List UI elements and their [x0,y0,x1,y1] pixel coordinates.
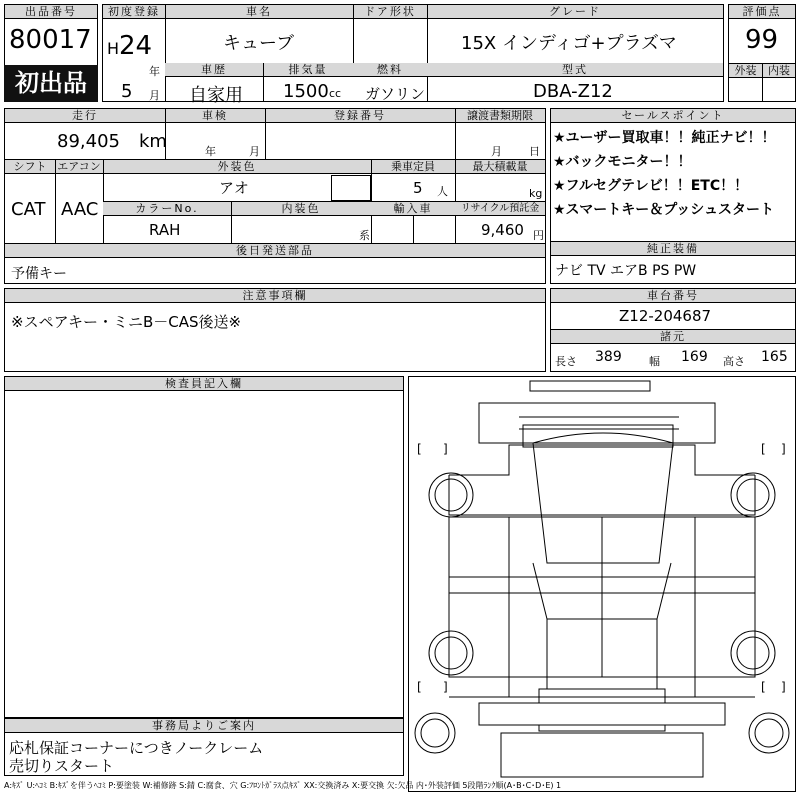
transfer-month: 月 [491,145,502,158]
recycle-label: リサイクル預託金 [455,202,545,216]
disp-label: 排気量 [263,63,353,77]
hgt-value: 165 [761,349,788,365]
later-value: 予備キー [11,266,67,282]
recycle-value: 9,460 [481,221,524,239]
car-name: キューブ [223,33,295,54]
first-listing-badge: 初出品 [4,65,98,102]
load-unit: kg [529,187,543,200]
era: H [107,39,120,58]
svg-text:[: [ [417,680,422,694]
len-label: 長さ [555,355,577,368]
score-label: 評価点 [729,5,795,19]
colorno-label: カラーNo. [103,202,231,216]
office-line-2: 売切りスタート [9,757,115,775]
shift-value: CAT [11,199,46,220]
reg-label: 初度登録 [103,5,165,19]
legend-text: A:ｷｽﾞ U:ﾍｺﾐ B:ｷｽﾞを伴うﾍｺﾐ P:要塗装 W:補修跡 S:錆 C:腐食、穴 G:ﾌﾛﾝﾄｶﾞﾗｽ点ｷｽﾞ XX:交換済み X:要交換 欠:欠品 内･外装評価 5段階ﾗﾝｸ順(A･B･C･D･E) 1 [4,781,562,790]
lot-number: 80017 [9,25,92,55]
import-label: 輸入車 [371,202,455,216]
grade-value: 15X インディゴ+プラズマ [461,33,677,54]
fuel-value: ガソリン [365,85,426,103]
plate-label: 登録番号 [265,109,455,123]
sales-line-4: ★スマートキー＆プッシュスタート [553,202,775,218]
chassis-box [550,288,796,372]
header-grid [102,4,724,106]
name-label: 車名 [165,5,353,19]
transfer-day: 日 [529,145,540,158]
reg-month: 5 [121,81,133,102]
ac-value: AAC [61,199,99,220]
interior-label: 内装 [762,63,795,78]
sales-line-1: ★ユーザー買取車！！純正ナビ！！ [553,130,776,146]
score-box [728,4,796,102]
inspect-month: 月 [249,145,260,158]
svg-text:]: ] [781,680,786,694]
svg-text:[: [ [761,680,766,694]
seats-label: 乗車定員 [371,160,455,174]
equip-value: ナビ TV エアB PS PW [555,263,697,279]
svg-text:[: [ [761,442,766,456]
spec-grid [4,108,546,284]
notes-value: ※スペアキー・ミニB－CAS後送※ [11,313,242,331]
wid-label: 幅 [649,355,660,368]
dims-label: 諸元 [551,329,795,344]
inspector-label: 検査員記入欄 [5,377,403,391]
sales-line-2: ★バックモニター！！ [553,154,692,170]
model-value: DBA-Z12 [533,81,613,102]
later-label: 後日発送部品 [5,244,545,258]
office-label: 事務局よりご案内 [5,719,403,733]
color-label: 外装色 [103,160,371,174]
lot-label: 出品番号 [5,5,97,19]
seats-unit: 人 [437,185,448,198]
hgt-label: 高さ [723,355,745,368]
int-label: 内装色 [231,202,371,216]
equip-label: 純正装備 [551,242,795,256]
fuel-label: 燃料 [353,63,427,77]
office-box [4,718,404,776]
sales-line-3: ★フルセグテレビ！！ETC！！ [553,178,749,194]
svg-text:]: ] [443,442,448,456]
disp-unit: cc [329,87,342,100]
inspect-year: 年 [205,145,216,158]
door-label: ドア形状 [353,5,427,19]
notes-label: 注意事項欄 [5,289,545,303]
seats-value: 5 [413,179,423,197]
car-diagram [408,376,796,792]
history-label: 車歴 [165,63,263,77]
sales-label: セールスポイント [551,109,795,123]
model-label: 型式 [427,63,723,77]
history-value: 自家用 [189,85,243,106]
disp-value: 1500 [283,81,329,102]
mileage-unit: km [139,131,167,152]
mileage-label: 走行 [5,109,165,123]
colorno-value: RAH [149,221,181,239]
color-value: アオ [219,179,249,197]
grade-label: グレード [427,5,723,19]
office-line-1: 応札保証コーナーにつきノークレーム [9,739,264,757]
svg-text:]: ] [443,680,448,694]
mileage-value: 89,405 [57,131,120,152]
chassis-label: 車台番号 [551,289,795,303]
equip-box [550,242,796,284]
inspect-label: 車検 [165,109,265,123]
sales-box [550,108,796,242]
len-value: 389 [595,349,622,365]
recycle-unit: 円 [533,229,544,242]
svg-text:[: [ [417,442,422,456]
reg-year: 24 [119,31,153,61]
month-unit: 月 [149,89,160,102]
score-value: 99 [745,25,779,55]
svg-text:]: ] [781,442,786,456]
wid-value: 169 [681,349,708,365]
load-label: 最大積載量 [455,160,545,174]
year-unit: 年 [149,65,160,78]
inspector-box [4,376,404,718]
transfer-label: 譲渡書類期限 [455,109,545,123]
exterior-label: 外装 [729,63,762,78]
car-outline-diagram [409,377,795,791]
chassis-value: Z12-204687 [619,307,712,325]
int-unit: 系 [359,229,370,242]
notes-box [4,288,546,372]
ac-label: エアコン [55,160,103,174]
shift-label: シフト [5,160,55,174]
